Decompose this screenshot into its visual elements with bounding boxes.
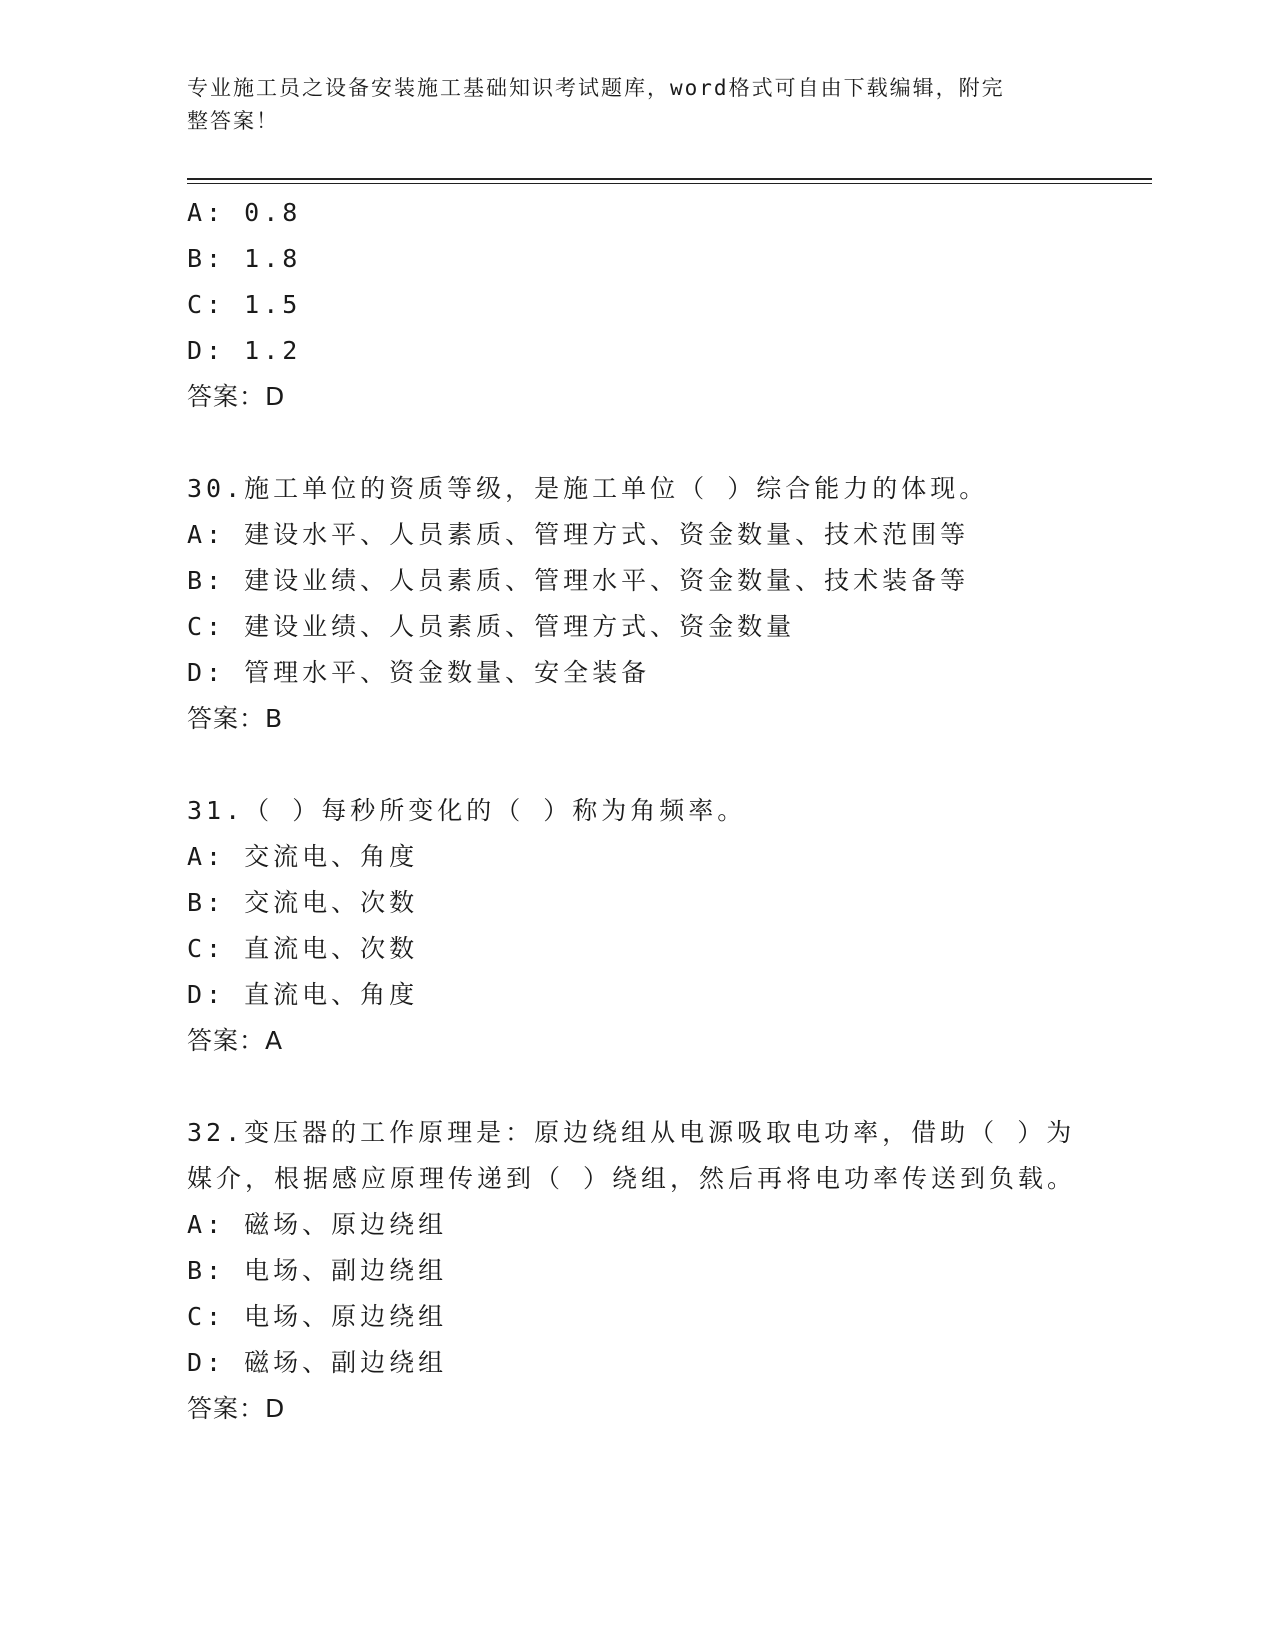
answer-line: 答案：D [187,1394,286,1423]
spacer [187,742,1147,788]
option-b: B: 1.8 [187,244,302,273]
question-block-31 [187,788,1147,1064]
question-block-prev [187,190,1147,420]
option-d: D: 管理水平、资金数量、安全装备 [187,658,651,687]
option-b: B: 交流电、次数 [187,888,419,917]
option-a: A: 交流电、角度 [187,842,419,871]
question-stem-line-1: 32.变压器的工作原理是：原边绕组从电源吸取电功率，借助（ ）为 [187,1118,1076,1147]
option-d: D: 磁场、副边绕组 [187,1348,448,1377]
header-divider-thin [187,183,1152,184]
option-c: C: 直流电、次数 [187,934,419,963]
question-stem: 31.（ ）每秒所变化的（ ）称为角频率。 [187,796,747,825]
question-block-32 [187,1110,1147,1432]
spacer [187,1064,1147,1110]
question-stem-line-2: 媒介，根据感应原理传递到（ ）绕组，然后再将电功率传送到负载。 [187,1164,1077,1193]
header-line-1: 专业施工员之设备安装施工基础知识考试题库，word格式可自由下载编辑，附完 [187,76,1005,100]
answer-line: 答案：D [187,382,286,411]
question-list [187,190,1147,1432]
option-c: C: 建设业绩、人员素质、管理方式、资金数量 [187,612,796,641]
document-header [187,72,1077,138]
option-b: B: 电场、副边绕组 [187,1256,448,1285]
option-a: A: 磁场、原边绕组 [187,1210,448,1239]
option-d: D: 1.2 [187,336,302,365]
answer-line: 答案：B [187,704,284,733]
option-d: D: 直流电、角度 [187,980,419,1009]
option-c: C: 1.5 [187,290,302,319]
header-divider-thick [187,178,1152,180]
question-block-30 [187,466,1147,742]
spacer [187,420,1147,466]
option-b: B: 建设业绩、人员素质、管理水平、资金数量、技术装备等 [187,566,970,595]
header-line-2: 整答案！ [187,109,279,133]
option-a: A: 0.8 [187,198,302,227]
option-a: A: 建设水平、人员素质、管理方式、资金数量、技术范围等 [187,520,970,549]
answer-line: 答案：A [187,1026,284,1055]
option-c: C: 电场、原边绕组 [187,1302,448,1331]
question-stem: 30.施工单位的资质等级，是施工单位（ ）综合能力的体现。 [187,474,989,503]
